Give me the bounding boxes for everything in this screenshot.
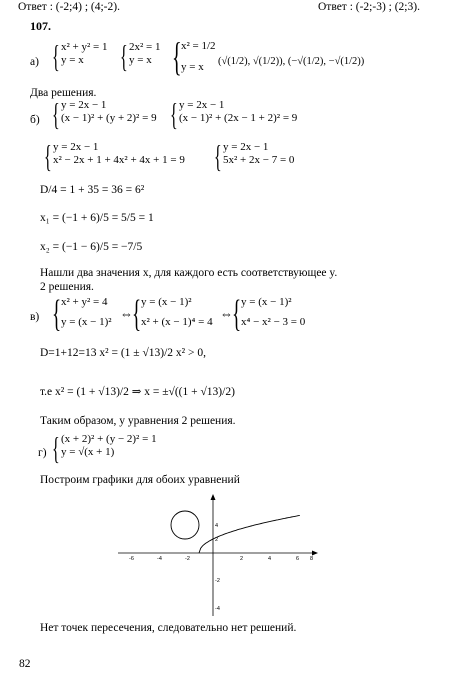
part-v-note: Таким образом, у уравнения 2 решения.	[40, 415, 236, 427]
x-tick-label: -4	[157, 556, 162, 562]
y-tick-label: -2	[215, 578, 220, 584]
previous-answer-right: Ответ : (-2;-3) ; (2;3).	[318, 1, 420, 13]
part-b-discriminant: D/4 = 1 + 35 = 36 = 6²	[40, 184, 145, 196]
circle-curve	[171, 511, 199, 539]
page-number: 82	[19, 658, 31, 670]
part-v-system-1: { x² + y² = 4 y = (x − 1)²	[52, 293, 112, 335]
y-axis-arrow-icon	[211, 494, 216, 500]
x-tick-label: -6	[129, 556, 134, 562]
part-a-system-1: { x² + y² = 1 y = x	[52, 38, 108, 74]
part-a-answer: (√(1/2), √(1/2)), (−√(1/2), −√(1/2))	[218, 56, 365, 67]
equivalence-arrow-icon: ⇔	[120, 306, 133, 321]
part-b-system-1: { y = 2x − 1 (x − 1)² + (y + 2)² = 9	[52, 96, 157, 132]
part-v-discriminant: D=1+12=13 x² = (1 ± √13)/2 x² > 0,	[40, 347, 206, 359]
x-tick-label: 4	[268, 556, 272, 562]
part-b-note-1: Нашли два значения x, для каждого есть соответствующее y.	[40, 267, 338, 279]
part-b-note-2: 2 решения.	[40, 281, 94, 293]
part-v-label: в)	[30, 311, 40, 323]
part-b-system-4: { y = 2x − 1 5x² + 2x − 7 = 0	[214, 138, 295, 174]
x-tick-label: 6	[296, 556, 300, 562]
previous-answer-left: Ответ : (-2;4) ; (4;-2).	[18, 1, 120, 13]
equivalence-arrow-icon: ⇔	[220, 306, 233, 321]
part-g-system-1: { (x + 2)² + (y − 2)² = 1 y = √(x + 1)	[52, 430, 157, 466]
y-tick-label: -4	[215, 606, 220, 612]
part-b-label: б)	[30, 114, 40, 126]
part-g-note: Построим графики для обоих уравнений	[40, 474, 240, 486]
part-a-note: Два решения.	[30, 87, 97, 99]
x-tick-label: 8	[310, 556, 314, 562]
part-v-system-3: { y = (x − 1)² x⁴ − x² − 3 = 0	[232, 293, 306, 335]
part-a-system-2: { 2x² = 1 y = x	[120, 38, 161, 74]
problem-number: 107.	[30, 19, 51, 33]
part-g-conclusion: Нет точек пересечения, следовательно нет решений.	[40, 622, 297, 634]
part-a-system-3: { x² = 1/2 y = x	[172, 34, 216, 79]
part-v-system-2: { y = (x − 1)² x² + (x − 1)⁴ = 4	[132, 293, 213, 335]
part-a-label: а)	[30, 56, 39, 68]
part-b-root-1: x₁ = (−1 + 6)/5 = 5/5 = 1	[40, 212, 154, 224]
graph-figure	[112, 494, 324, 618]
y-tick-label: 2	[215, 537, 219, 543]
x-axis-arrow-icon	[312, 551, 318, 556]
part-b-root-2: x₂ = (−1 − 6)/5 = −7/5	[40, 241, 143, 253]
part-b-system-2: { y = 2x − 1 (x − 1)² + (2x − 1 + 2)² = 9	[170, 96, 298, 132]
part-b-system-3: { y = 2x − 1 x² − 2x + 1 + 4x² + 4x + 1 = 9	[44, 138, 185, 174]
part-g-label: г)	[38, 447, 47, 459]
x-tick-label: 2	[240, 556, 244, 562]
x-tick-label: -2	[185, 556, 190, 562]
part-v-solution: т.е x² = (1 + √13)/2 ⇒ x = ±√((1 + √13)/2)	[40, 386, 235, 398]
sqrt-curve	[199, 515, 300, 553]
y-tick-label: 4	[215, 523, 219, 529]
